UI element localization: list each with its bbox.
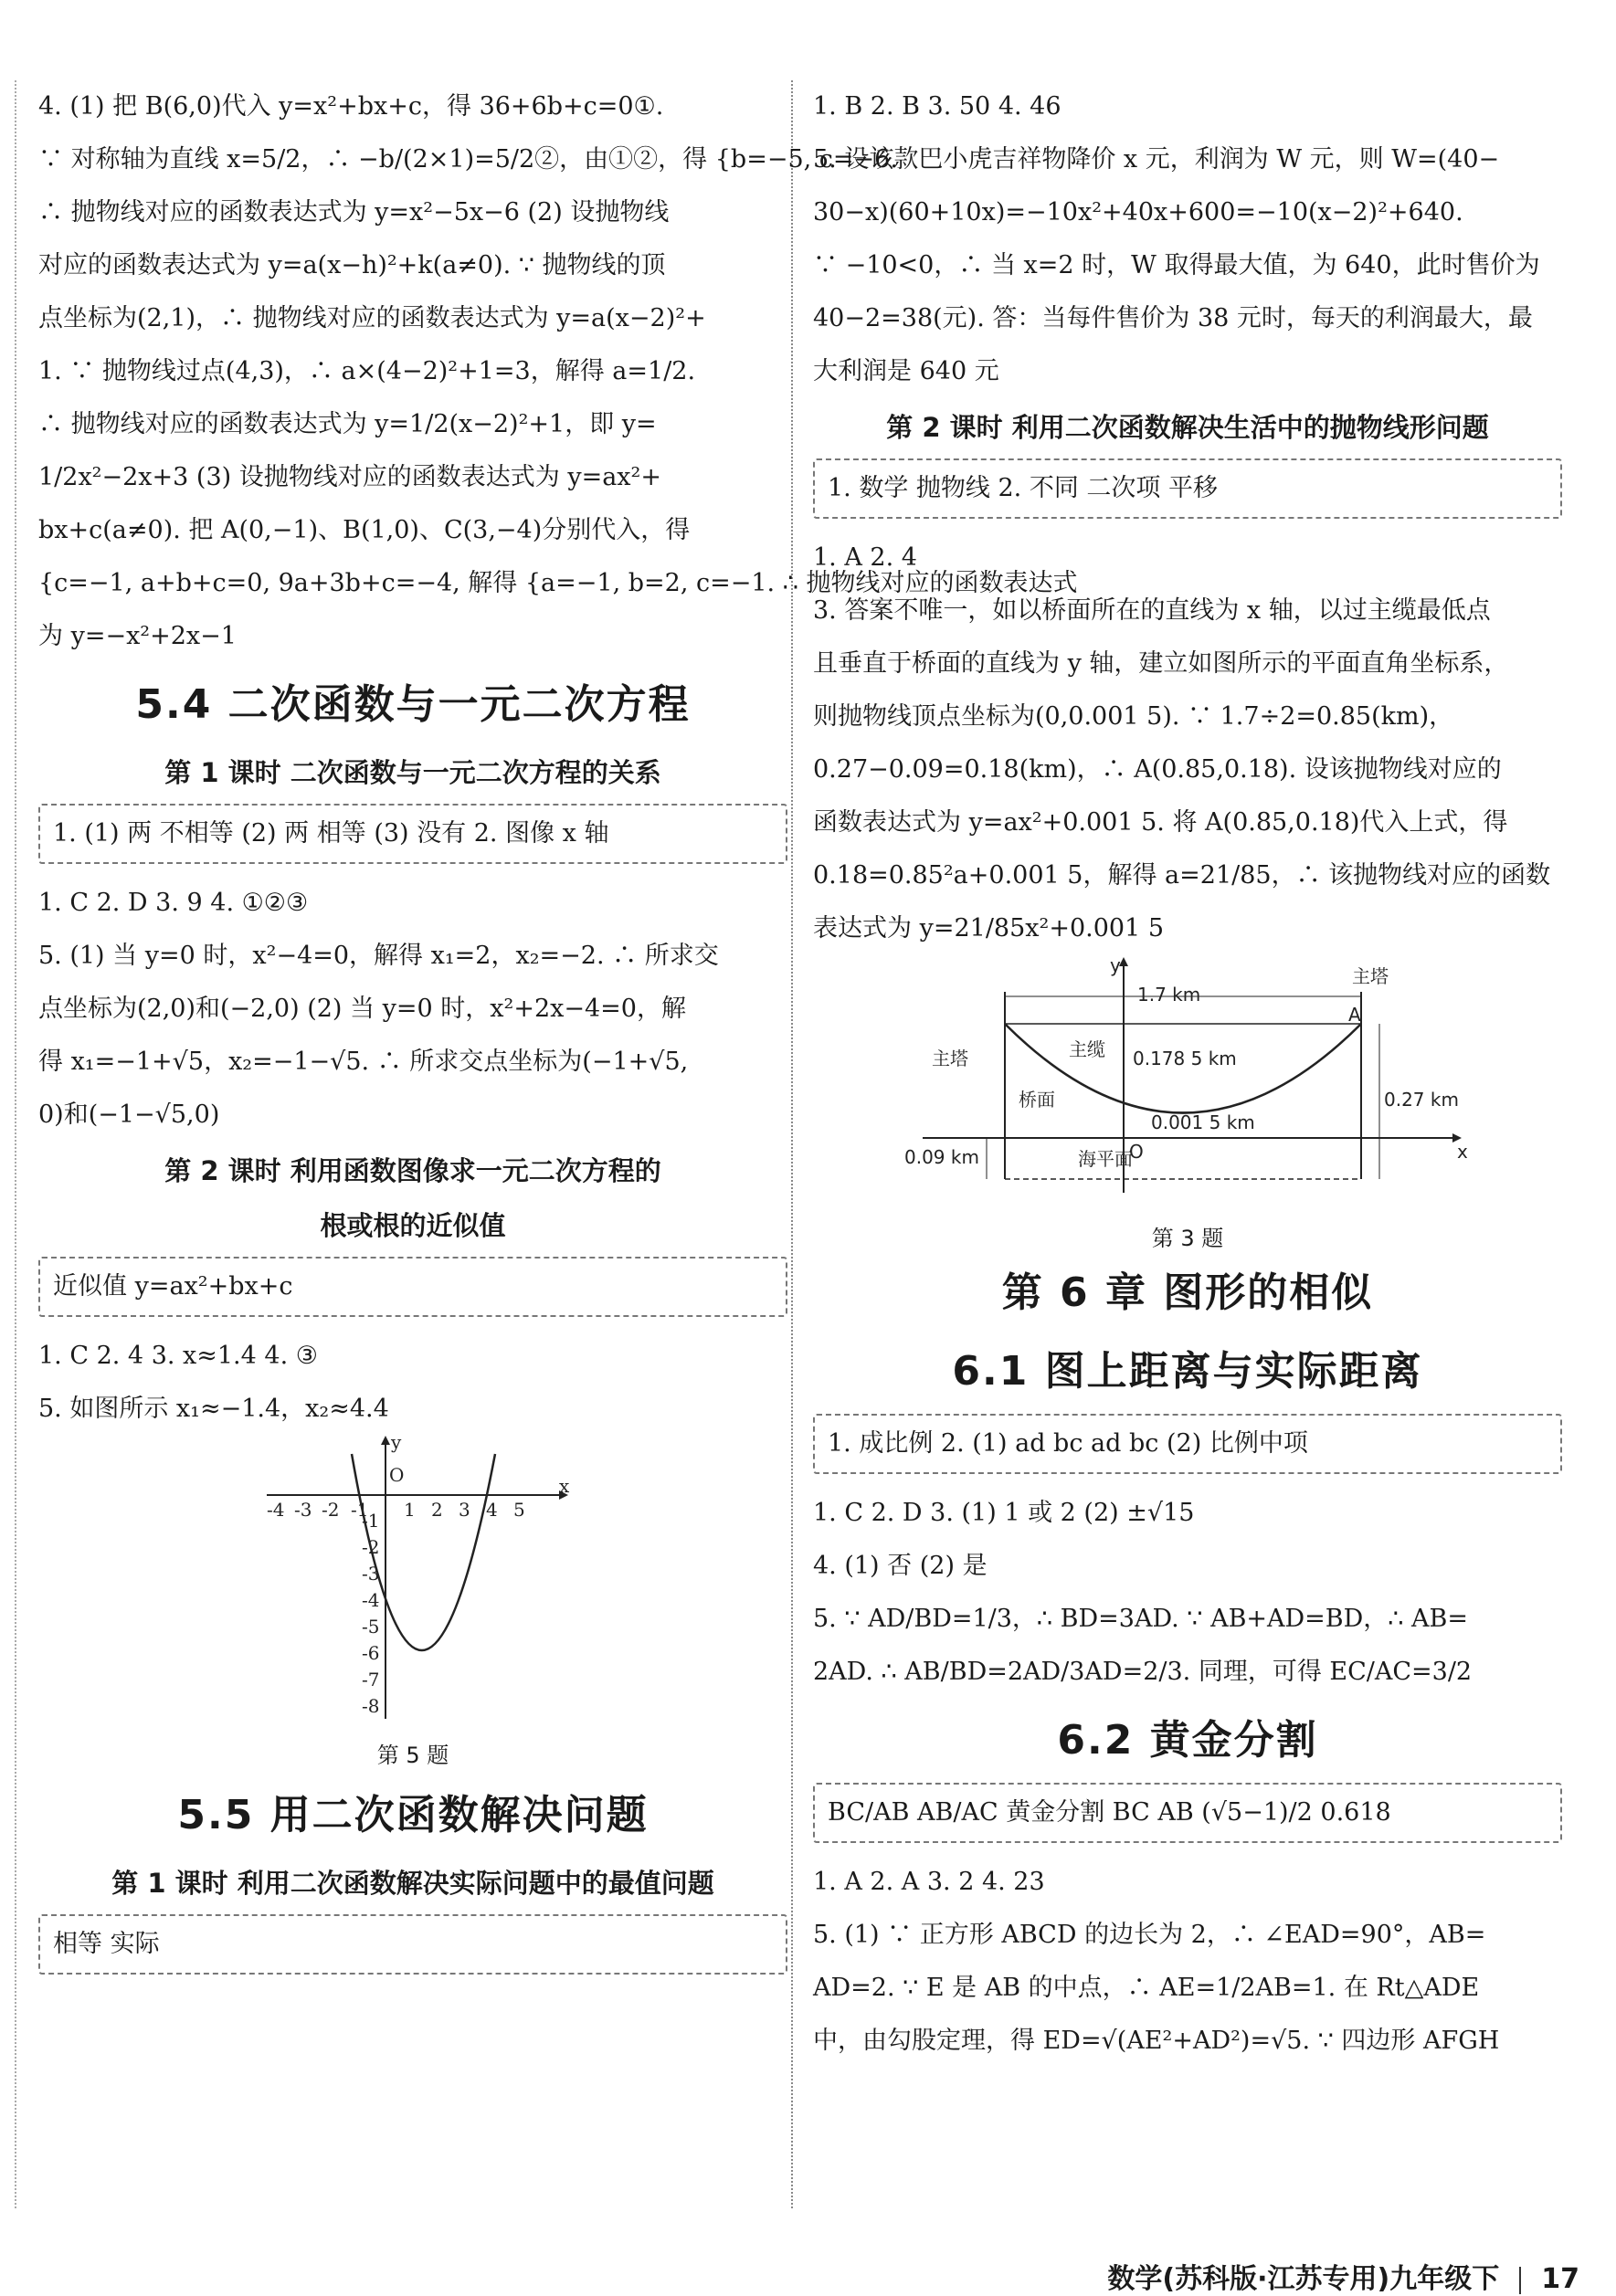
column-divider bbox=[791, 80, 793, 2208]
text-line: 40−2=38(元). 答：当每件售价为 38 元时，每天的利润最大，最 bbox=[813, 304, 1533, 332]
height-label-3: 0.27 km bbox=[1384, 1089, 1459, 1111]
y-tick: -6 bbox=[362, 1642, 380, 1664]
text-line: bx+c(a≠0). 把 A(0,−1)、B(1,0)、C(3,−4)分别代入，得 bbox=[38, 516, 691, 544]
text-line: 4. (1) 否 (2) 是 bbox=[813, 1552, 988, 1580]
text-line: 1. C 2. 4 3. x≈1.4 4. ③ bbox=[38, 1342, 318, 1370]
text-line: 5. (1) 当 y=0 时，x²−4=0，解得 x₁=2，x₂=−2. ∴ 所求交 bbox=[38, 942, 719, 970]
text-line: 5. (1) ∵ 正方形 ABCD 的边长为 2，∴ ∠EAD=90°，AB= bbox=[813, 1921, 1486, 1949]
left-margin-rule bbox=[15, 80, 16, 2208]
text-line: 1. ∵ 抛物线过点(4,3)，∴ a×(4−2)²+1=3，解得 a=1/2. bbox=[38, 357, 696, 385]
text-line: 0)和(−1−√5,0) bbox=[38, 1101, 220, 1129]
sea-label: 海平面 bbox=[1078, 1148, 1133, 1170]
text-line: 表达式为 y=21/85x²+0.001 5 bbox=[813, 914, 1164, 943]
text-line: ∴ 抛物线对应的函数表达式为 y=1/2(x−2)²+1，即 y= bbox=[38, 410, 657, 438]
x-tick: -3 bbox=[294, 1499, 312, 1521]
page-number: 17 bbox=[1541, 2263, 1579, 2295]
y-tick: -1 bbox=[362, 1510, 380, 1532]
height-label-2: 0.001 5 km bbox=[1151, 1111, 1255, 1133]
x-tick: -4 bbox=[267, 1499, 285, 1521]
y-axis-label: y bbox=[1110, 955, 1121, 976]
point-a-label: A bbox=[1348, 1004, 1361, 1026]
cable-label: 主缆 bbox=[1069, 1038, 1105, 1060]
text-line: 且垂直于桥面的直线为 y 轴，建立如图所示的平面直角坐标系， bbox=[813, 649, 1509, 678]
section-title-5-4: 5.4 二次函数与一元二次方程 bbox=[135, 681, 691, 728]
text-line: 对应的函数表达式为 y=a(x−h)²+k(a≠0). ∵ 抛物线的顶 bbox=[38, 251, 666, 279]
text-line: 得 x₁=−1+√5，x₂=−1−√5. ∴ 所求交点坐标为(−1+√5, bbox=[38, 1048, 689, 1076]
x-tick: -1 bbox=[351, 1499, 369, 1521]
footer-separator bbox=[1519, 2267, 1521, 2294]
chapter-title: 第 6 章 图形的相似 bbox=[1001, 1269, 1374, 1316]
text-line: 中，由勾股定理，得 ED=√(AE²+AD²)=√5. ∵ 四边形 AFGH bbox=[813, 2027, 1500, 2055]
figure-caption: 第 3 题 bbox=[1151, 1226, 1224, 1251]
text-line: {c=−1, a+b+c=0, 9a+3b+c=−4, 解得 {a=−1, b=2, c=−1. ∴ 抛物线对应的函数表达式 bbox=[38, 569, 1078, 597]
x-tick: 4 bbox=[486, 1499, 498, 1521]
x-tick: 2 bbox=[431, 1499, 443, 1521]
fill-in-box: 1. 成比例 2. (1) ad bc ad bc (2) 比例中项 bbox=[813, 1414, 1562, 1474]
text-line: ∴ 抛物线对应的函数表达式为 y=x²−5x−6 (2) 设抛物线 bbox=[38, 198, 670, 226]
y-tick: -2 bbox=[362, 1536, 380, 1558]
text-line: 为 y=−x²+2x−1 bbox=[38, 622, 237, 650]
y-axis-label: y bbox=[391, 1436, 402, 1453]
height-label-4: 0.09 km bbox=[904, 1146, 979, 1168]
text-line: 1. A 2. 4 bbox=[813, 543, 917, 572]
origin-label: O bbox=[389, 1464, 405, 1486]
lesson-title-cont: 根或根的近似值 bbox=[320, 1210, 506, 1241]
y-tick: -5 bbox=[362, 1616, 380, 1638]
x-axis-label: x bbox=[1457, 1141, 1468, 1163]
text-line: AD=2. ∵ E 是 AB 的中点，∴ AE=1/2AB=1. 在 Rt△ADE bbox=[813, 1974, 1480, 2002]
right-column bbox=[813, 80, 1562, 2068]
text-line: 1. B 2. B 3. 50 4. 46 bbox=[813, 92, 1061, 121]
x-tick: 3 bbox=[459, 1499, 470, 1521]
y-tick: -7 bbox=[362, 1669, 380, 1690]
text-line: 点坐标为(2,0)和(−2,0) (2) 当 y=0 时，x²+2x−4=0，解 bbox=[38, 995, 686, 1023]
lesson-title: 第 1 课时 利用二次函数解决实际问题中的最值问题 bbox=[111, 1868, 714, 1899]
x-tick: 1 bbox=[404, 1499, 416, 1521]
text-line: 5. ∵ AD/BD=1/3，∴ BD=3AD. ∵ AB+AD=BD，∴ AB= bbox=[813, 1605, 1469, 1633]
text-line: ∵ 对称轴为直线 x=5/2，∴ −b/(2×1)=5/2②，由①②，得 {b=−5, c=−6. bbox=[38, 145, 898, 174]
x-axis-label: x bbox=[559, 1475, 570, 1497]
lesson-title: 第 2 课时 利用函数图像求一元二次方程的 bbox=[164, 1155, 661, 1186]
figure-caption: 第 5 题 bbox=[376, 1743, 449, 1768]
section-title-5-5: 5.5 用二次函数解决问题 bbox=[177, 1792, 649, 1838]
fill-in-box: BC/AB AB/AC 黄金分割 BC AB (√5−1)/2 0.618 bbox=[813, 1783, 1562, 1843]
text-line: 函数表达式为 y=ax²+0.001 5. 将 A(0.85,0.18)代入上式，得 bbox=[813, 808, 1508, 837]
text-line: 5. 设该款巴小虎吉祥物降价 x 元，利润为 W 元，则 W=(40− bbox=[813, 145, 1500, 174]
text-line: 则抛物线顶点坐标为(0,0.001 5). ∵ 1.7÷2=0.85(km)， bbox=[813, 702, 1454, 731]
text-line: 点坐标为(2,1)，∴ 抛物线对应的函数表达式为 y=a(x−2)²+ bbox=[38, 304, 706, 332]
book-title: 数学(苏科版·江苏专用)九年级下 bbox=[1107, 2263, 1500, 2295]
text-line: 5. 如图所示 x₁≈−1.4，x₂≈4.4 bbox=[38, 1395, 389, 1423]
text-line: 0.18=0.85²a+0.001 5，解得 a=21/85，∴ 该抛物线对应的函数 bbox=[813, 861, 1551, 890]
fill-in-box: 1. 数学 抛物线 2. 不同 二次项 平移 bbox=[813, 458, 1562, 519]
fill-in-box: 近似值 y=ax²+bx+c bbox=[38, 1257, 787, 1317]
height-label-1: 0.178 5 km bbox=[1133, 1048, 1237, 1069]
y-axis-arrow bbox=[381, 1436, 390, 1445]
deck-label: 桥面 bbox=[1019, 1089, 1055, 1111]
text-line: 大利润是 640 元 bbox=[813, 357, 999, 385]
text-line: 4. (1) 把 B(6,0)代入 y=x²+bx+c，得 36+6b+c=0①. bbox=[38, 92, 664, 121]
bridge-diagram-q3 bbox=[904, 955, 1471, 1220]
parabola-graph-q5 bbox=[248, 1436, 577, 1737]
fill-in-box: 1. (1) 两 不相等 (2) 两 相等 (3) 没有 2. 图像 x 轴 bbox=[38, 804, 787, 864]
text-line: 1. A 2. A 3. 2 4. 23 bbox=[813, 1868, 1045, 1896]
x-tick: 5 bbox=[513, 1499, 525, 1521]
lesson-title: 第 1 课时 二次函数与一元二次方程的关系 bbox=[164, 757, 661, 788]
fill-in-box: 相等 实际 bbox=[38, 1914, 787, 1975]
tower-left-label: 主塔 bbox=[932, 1048, 968, 1069]
section-title-6-2: 6.2 黄金分割 bbox=[1057, 1717, 1318, 1764]
text-line: 2AD. ∴ AB/BD=2AD/3AD=2/3. 同理，可得 EC/AC=3/2 bbox=[813, 1658, 1473, 1686]
text-line: 3. 答案不唯一，如以桥面所在的直线为 x 轴，以过主缆最低点 bbox=[813, 596, 1491, 625]
text-line: 30−x)(60+10x)=−10x²+40x+600=−10(x−2)²+640. bbox=[813, 198, 1463, 226]
lesson-title: 第 2 课时 利用二次函数解决生活中的抛物线形问题 bbox=[886, 412, 1489, 443]
origin-label: O bbox=[1129, 1141, 1144, 1163]
section-title-6-1: 6.1 图上距离与实际距离 bbox=[952, 1348, 1423, 1395]
text-line: 1. C 2. D 3. 9 4. ①②③ bbox=[38, 889, 309, 917]
text-line: 0.27−0.09=0.18(km)，∴ A(0.85,0.18). 设该抛物线对应的 bbox=[813, 755, 1502, 784]
page-footer bbox=[1107, 2256, 1579, 2296]
text-line: 1. C 2. D 3. (1) 1 或 2 (2) ±√15 bbox=[813, 1499, 1195, 1527]
width-label: 1.7 km bbox=[1137, 984, 1201, 1006]
tower-right-label: 主塔 bbox=[1352, 965, 1389, 987]
text-line: 1/2x²−2x+3 (3) 设抛物线对应的函数表达式为 y=ax²+ bbox=[38, 463, 661, 491]
text-line: ∵ −10<0，∴ 当 x=2 时，W 取得最大值，为 640，此时售价为 bbox=[813, 251, 1540, 279]
y-tick: -3 bbox=[362, 1563, 380, 1585]
y-tick: -4 bbox=[362, 1589, 380, 1611]
y-tick: -8 bbox=[362, 1695, 380, 1717]
x-tick: -2 bbox=[322, 1499, 340, 1521]
